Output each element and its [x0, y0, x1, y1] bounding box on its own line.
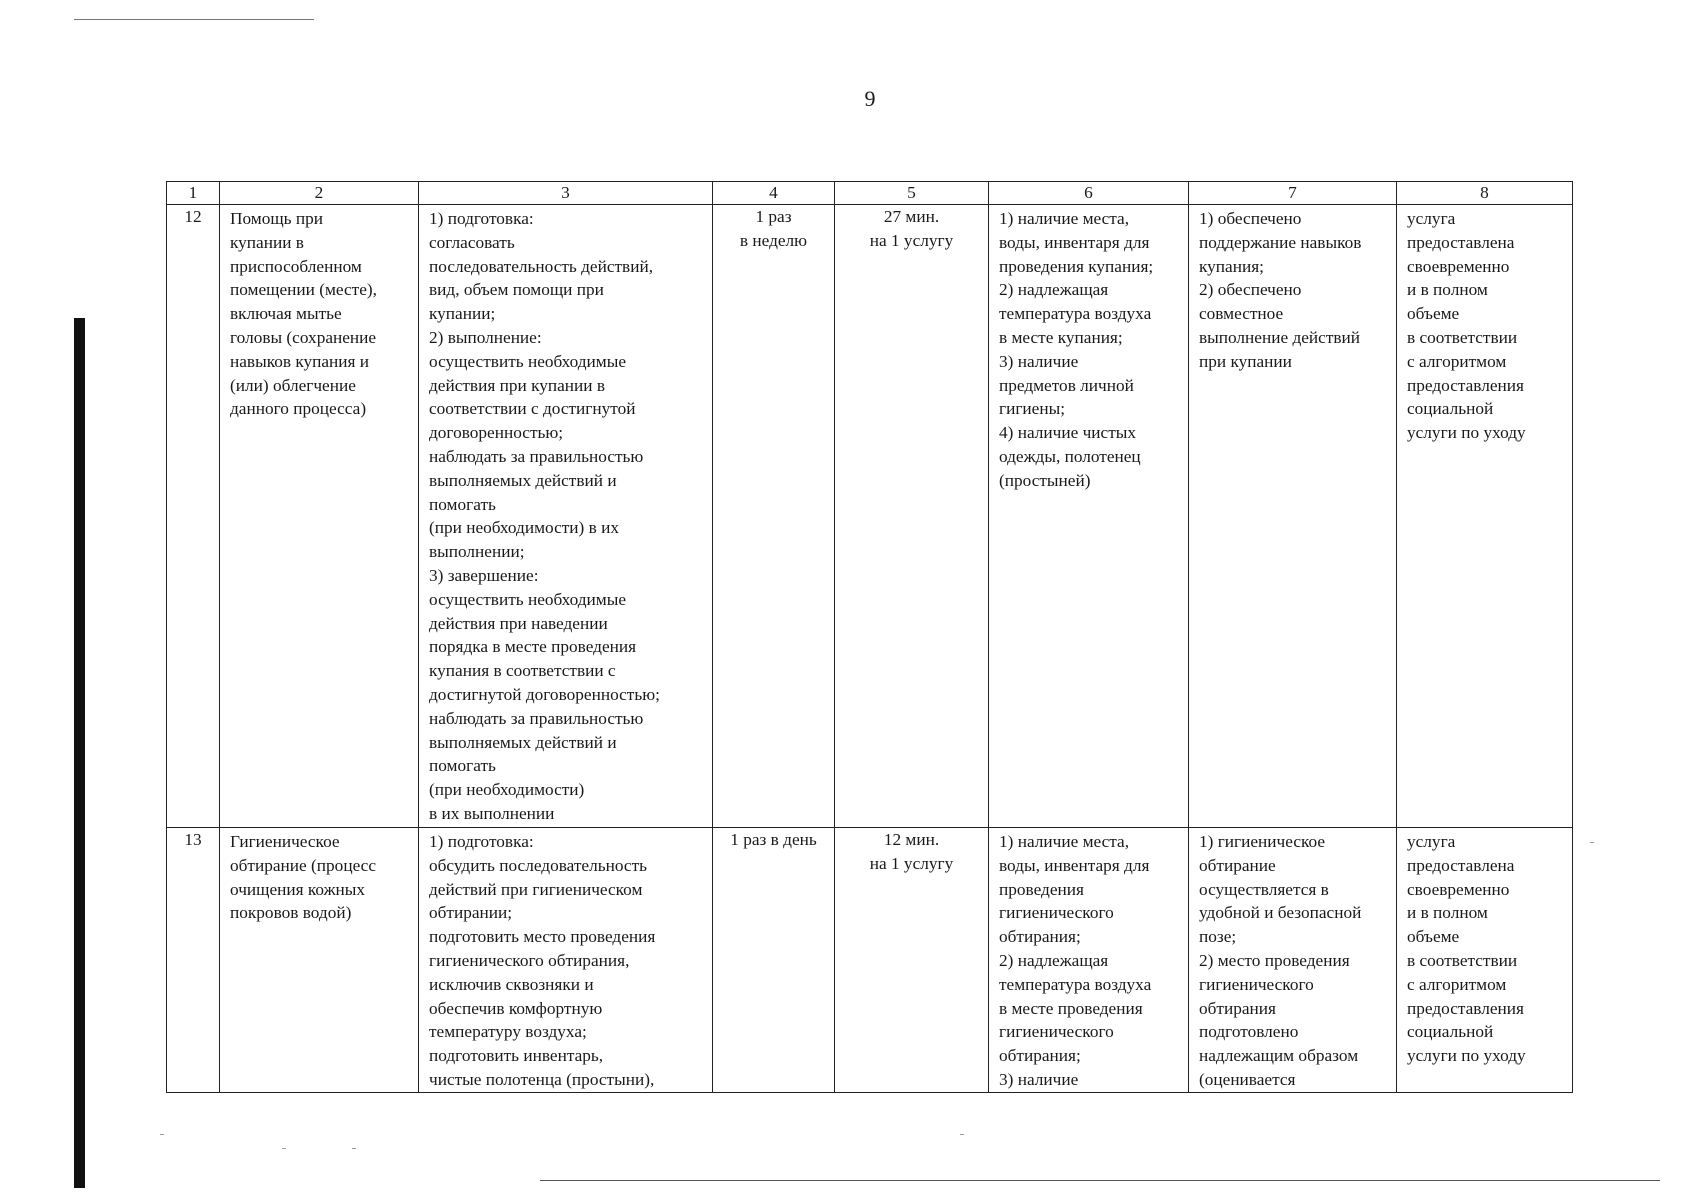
- service-evaluation: услуга предоставлена своевременно и в полном объеме в соответствии с алгоритмом предоставления социальной услуги по уходу: [1397, 828, 1573, 1093]
- service-frequency: 1 раз в день: [713, 828, 835, 1093]
- table-row: [167, 828, 1573, 1093]
- service-result: 1) обеспечено поддержание навыков купания; 2) обеспечено совместное выполнение действий при купании: [1189, 205, 1397, 828]
- service-content: 1) подготовка: согласовать последовательность действий, вид, объем помощи при купании; 2) выполнение: осуществить необходимые действия при купании в соответствии с достигнутой договоренностью; наблюдать за правильностью выполняемых действий и помогать (при необходимости) в их выполнении; 3) завершение: осуществить необходимые действия при наведении порядка в месте проведения купания в соответствии с достигнутой договоренностью; наблюдать за правильностью выполняемых действий и помогать (при необходимости) в их выполнении: [419, 205, 713, 828]
- bottom-rule: [540, 1180, 1660, 1181]
- column-number: 4: [713, 182, 835, 205]
- scan-binding-bar: [74, 318, 85, 1188]
- row-number: 12: [167, 205, 220, 828]
- column-number: 6: [989, 182, 1189, 205]
- services-table: [166, 181, 1573, 1093]
- page-number: 9: [864, 86, 876, 111]
- scan-artifact: [960, 1134, 964, 1135]
- service-evaluation: услуга предоставлена своевременно и в полном объеме в соответствии с алгоритмом предоставления социальной услуги по уходу: [1397, 205, 1573, 828]
- column-number: 5: [835, 182, 989, 205]
- service-result: 1) гигиеническое обтирание осуществляется в удобной и безопасной позе; 2) место проведения гигиенического обтирания подготовлено надлежащим образом (оценивается: [1189, 828, 1397, 1093]
- column-number: 2: [220, 182, 419, 205]
- column-number: 3: [419, 182, 713, 205]
- column-number: 1: [167, 182, 220, 205]
- service-name: Помощь при купании в приспособленном помещении (месте), включая мытье головы (сохранение навыков купания и (или) облегчение данного процесса): [220, 205, 419, 828]
- column-number: 8: [1397, 182, 1573, 205]
- service-frequency: 1 раз в неделю: [713, 205, 835, 828]
- scan-artifact: [160, 1134, 164, 1135]
- service-conditions: 1) наличие места, воды, инвентаря для проведения купания; 2) надлежащая температура воздуха в месте купания; 3) наличие предметов личной гигиены; 4) наличие чистых одежды, полотенец (простыней): [989, 205, 1189, 828]
- service-conditions: 1) наличие места, воды, инвентаря для проведения гигиенического обтирания; 2) надлежащая температура воздуха в месте проведения гигиенического обтирания; 3) наличие: [989, 828, 1189, 1093]
- service-content: 1) подготовка: обсудить последовательность действий при гигиеническом обтирании; подготовить место проведения гигиенического обтирания, исключив сквозняки и обеспечив комфортную температуру воздуха; подготовить инвентарь, чистые полотенца (простыни),: [419, 828, 713, 1093]
- table-row: [167, 205, 1573, 828]
- scan-artifact: [352, 1148, 356, 1149]
- scan-artifact: [282, 1148, 286, 1149]
- service-name: Гигиеническое обтирание (процесс очищения кожных покровов водой): [220, 828, 419, 1093]
- table-header-row: [167, 182, 1573, 205]
- row-number: 13: [167, 828, 220, 1093]
- top-rule: [74, 19, 314, 20]
- service-time: 27 мин. на 1 услугу: [835, 205, 989, 828]
- service-time: 12 мин. на 1 услугу: [835, 828, 989, 1093]
- column-number: 7: [1189, 182, 1397, 205]
- scan-artifact: [1590, 842, 1594, 843]
